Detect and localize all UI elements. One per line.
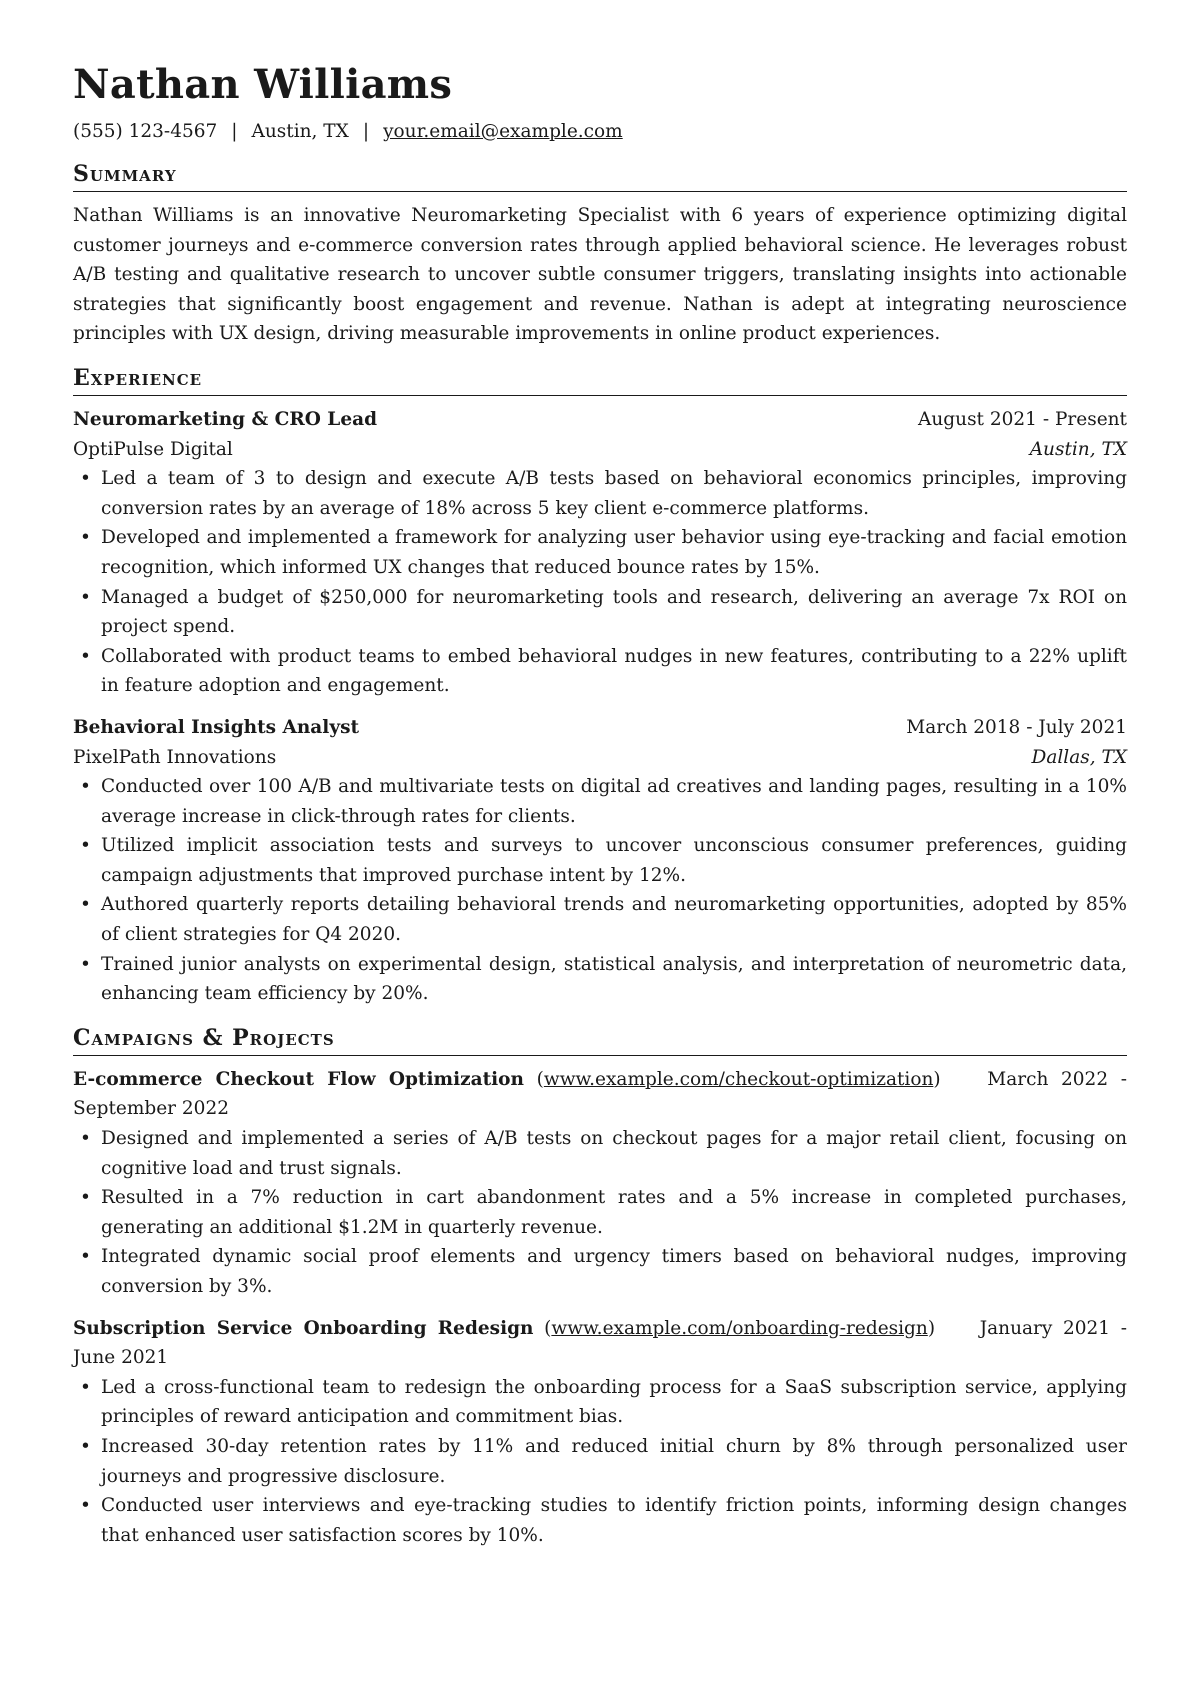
candidate-name: Nathan Williams [73,61,453,108]
project-bullets [73,1373,1127,1551]
project-header: Subscription Service Onboarding Redesign (www.example.com/onboarding-redesign) January 2021 - June 2021 [73,1317,1127,1369]
bullet-item: • Integrated dynamic social proof elements and urgency timers based on behavioral nudges, improving conversion by 3%. [73,1242,1127,1301]
bullet-item: • Resulted in a 7% reduction in cart abandonment rates and a 5% increase in completed purchases, generating an additional $1.2M in quarterly revenue. [73,1183,1127,1242]
bullet-item: • Developed and implemented a framework for analyzing user behavior using eye-tracking and facial emotion recognition, which informed UX changes that reduced bounce rates by 15%. [73,523,1127,582]
project-dates: January 2021 - June 2021 [73,1317,1127,1369]
company-name: PixelPath Innovations [73,746,277,768]
section-heading-summary: Summary [73,159,1127,192]
job-subheader [73,435,1127,465]
section-heading-projects: Campaigns & Projects [73,1023,1127,1056]
job-entry [73,713,1127,1009]
bullet-item: • Led a cross-functional team to redesign the onboarding process for a SaaS subscription service, applying principles of reward anticipation and commitment bias. [73,1373,1127,1432]
email-link[interactable]: your.email@example.com [383,121,623,142]
project-link[interactable]: www.example.com/checkout-optimization [543,1068,934,1090]
company-name: OptiPulse Digital [73,438,233,460]
bullet-item: • Authored quarterly reports detailing behavioral trends and neuromarketing opportunities, adopted by 85% of client strategies for Q4 2020. [73,890,1127,949]
project-title: E-commerce Checkout Flow Optimization [73,1068,524,1090]
job-bullets [73,464,1127,701]
summary-section [73,159,1127,349]
bullet-item: • Designed and implemented a series of A/B tests on checkout pages for a major retail client, focusing on cognitive load and trust signals. [73,1124,1127,1183]
location: Austin, TX [251,121,349,142]
bullet-item: • Managed a budget of $250,000 for neuromarketing tools and research, delivering an average 7x ROI on project spend. [73,583,1127,642]
contact-separator: | [231,121,238,142]
summary-text: Nathan Williams is an innovative Neuromarketing Specialist with 6 years of experience optimizing digital customer journeys and e-commerce conversion rates through applied behavioral science. He leverages robust A/B testing and qualitative research to uncover subtle consumer triggers, translating insights into actionable strategies that significantly boost engagement and revenue. Nathan is adept at integrating neuroscience principles with UX design, driving measurable improvements in online product experiences. [73,205,1127,345]
project-title: Subscription Service Onboarding Redesign [73,1317,534,1339]
job-header [73,713,1127,743]
bullet-item: • Led a team of 3 to design and execute A/B tests based on behavioral economics principles, improving conversion rates by an average of 18% across 5 key client e-commerce platforms. [73,464,1127,523]
projects-section [73,1023,1127,1551]
phone: (555) 123-4567 [73,121,218,142]
contact-line [73,119,1127,145]
job-entry [73,405,1127,701]
bullet-item: • Increased 30-day retention rates by 11% and reduced initial churn by 8% through personalized user journeys and progressive disclosure. [73,1432,1127,1491]
contact-separator: | [362,121,370,142]
bullet-item: • Utilized implicit association tests and surveys to uncover unconscious consumer preferences, guiding campaign adjustments that improved purchase intent by 12%. [73,831,1127,890]
project-bullets [73,1124,1127,1302]
section-heading-experience: Experience [73,363,1127,396]
experience-section [73,363,1127,1009]
project-link[interactable]: www.example.com/onboarding-redesign [551,1317,928,1339]
job-header [73,405,1127,435]
bullet-item: • Conducted over 100 A/B and multivariate tests on digital ad creatives and landing pages, resulting in a 10% average increase in click-through rates for clients. [73,772,1127,831]
job-location: Dallas, TX [1031,746,1127,768]
project-entry [73,1065,1127,1302]
bullet-item: • Collaborated with product teams to embed behavioral nudges in new features, contributing to a 22% uplift in feature adoption and engagement. [73,642,1127,701]
job-bullets [73,772,1127,1009]
project-dates: March 2022 - September 2022 [73,1068,1128,1120]
job-dates: August 2021 - Present [918,408,1127,430]
bullet-item: • Trained junior analysts on experimental design, statistical analysis, and interpretation of neurometric data, enhancing team efficiency by 20%. [73,950,1127,1009]
job-subheader [73,743,1127,773]
bullet-item: • Conducted user interviews and eye-tracking studies to identify friction points, informing design changes that enhanced user satisfaction scores by 10%. [73,1491,1127,1550]
resume-page [73,60,1127,1550]
job-dates: March 2018 - July 2021 [906,716,1127,738]
job-location: Austin, TX [1029,438,1127,460]
project-header: E-commerce Checkout Flow Optimization (www.example.com/checkout-optimization) March 2022 - September 2022 [73,1068,1128,1120]
job-title: Behavioral Insights Analyst [73,716,360,738]
job-title: Neuromarketing & CRO Lead [73,408,378,430]
project-entry [73,1314,1127,1551]
